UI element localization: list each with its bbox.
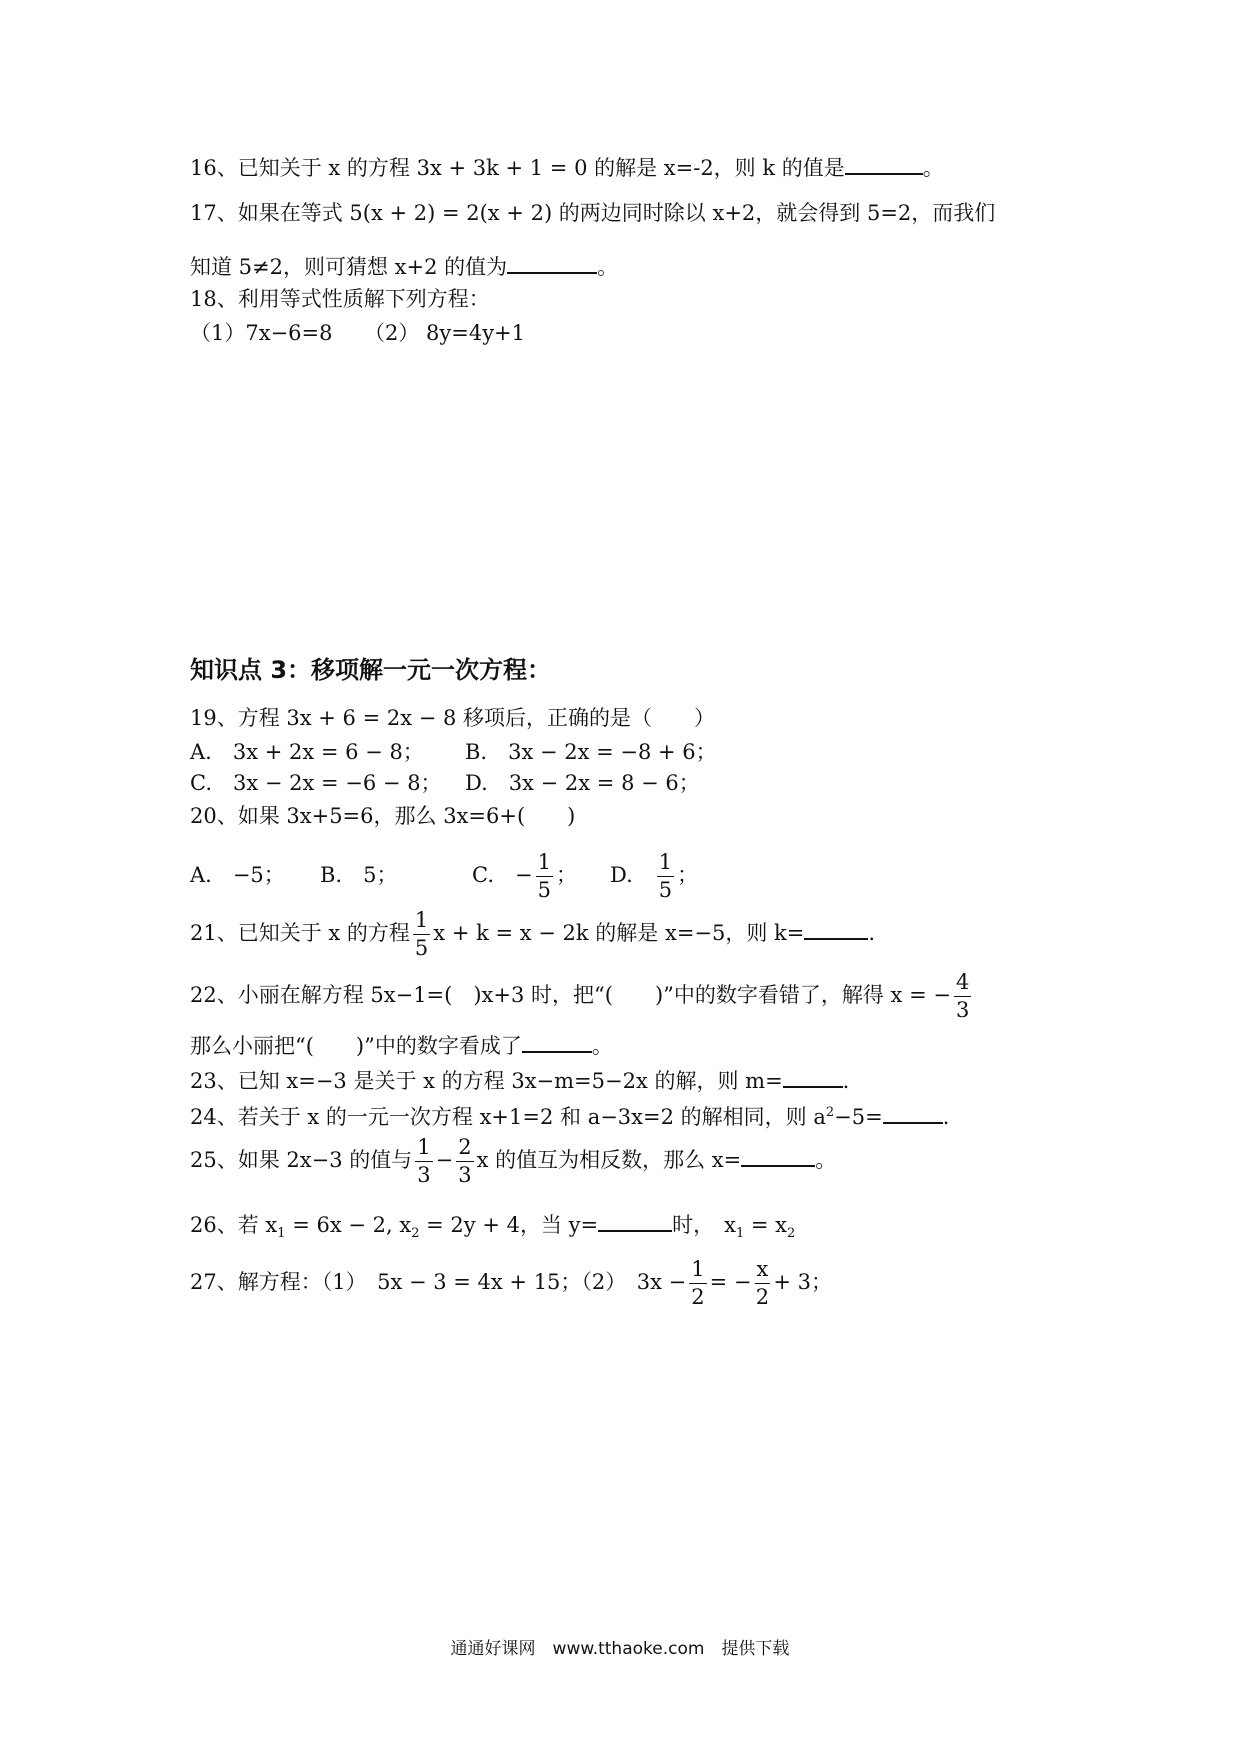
question-18-line1: 18、利用等式性质解下列方程： xyxy=(190,287,490,311)
answer-blank xyxy=(883,1100,943,1124)
question-17-line2: 知道 5≠2，则可猜想 x+2 的值为 。 xyxy=(190,250,618,282)
question-25: 25、如果 2x−3 的值与 $\frac{1}{3}$ − $\frac{2}{3}$ x 的值互为相反数，那么 x= 。 xyxy=(190,1135,837,1187)
answer-blank xyxy=(804,916,868,940)
question-27: 27、解方程：（1） 5x − 3 = 4x + 15；（2） 3x − $\frac{1}{2}$ = − $\frac{x}{2}$ + 3； xyxy=(190,1257,832,1309)
question-23: 23、已知 x=−3 是关于 x 的方程 3x−m=5−2x 的解，则 m= . xyxy=(190,1064,849,1096)
q19-options-row2 xyxy=(190,768,700,798)
question-17-line1: 17、如果在等式 5(x + 2) = 2(x + 2) 的两边同时除以 x+2，就会得到 5=2，而我们 xyxy=(190,201,996,225)
q20-option-b: B. 5； xyxy=(320,863,398,887)
answer-blank xyxy=(507,250,597,274)
question-18-line2: （1）7x−6=8 （2） 8y=4y+1 xyxy=(190,321,526,345)
section-title: 知识点 3：移项解一元一次方程： xyxy=(190,656,552,684)
answer-blank xyxy=(522,1029,592,1053)
fraction: $\frac{1}{5}$ xyxy=(414,908,429,960)
fraction: $\frac{1}{3}$ xyxy=(417,1135,431,1187)
fraction: $\frac{1}{2}$ xyxy=(691,1257,705,1309)
question-21: 21、已知关于 x 的方程 $\frac{1}{5}$ x + k = x − 2k 的解是 x=−5，则 k= . xyxy=(190,908,876,960)
question-22-line1: 22、小丽在解方程 5x−1=( )x+3 时，把“( )”中的数字看错了，解得 x = − $\frac{4}{3}$ xyxy=(190,970,970,1022)
fraction: $\frac{4}{3}$ xyxy=(955,970,970,1022)
q20-option-a: A. −5； xyxy=(190,863,285,887)
q19-options-row1 xyxy=(190,737,717,767)
answer-blank xyxy=(598,1208,672,1232)
question-16: 16、已知关于 x 的方程 3x + 3k + 1 = 0 的解是 x=-2，则 k 的值是 。 xyxy=(190,151,944,183)
answer-blank xyxy=(845,151,923,175)
fraction: $\frac{2}{3}$ xyxy=(458,1135,472,1187)
fraction: $\frac{1}{5}$ xyxy=(537,850,551,902)
q20-option-c: C. − $\frac{1}{5}$ ； xyxy=(472,850,577,902)
q19-option-a: A. 3x + 2x = 6 − 8； xyxy=(190,740,424,764)
page-footer: 通通好课网 www.tthaoke.com 提供下载 xyxy=(450,1639,790,1659)
answer-blank xyxy=(783,1064,843,1088)
fraction: $\frac{x}{2}$ xyxy=(755,1257,770,1309)
question-19: 19、方程 3x + 6 = 2x − 8 移项后，正确的是（ ） xyxy=(190,706,716,730)
q19-option-b: B. 3x − 2x = −8 + 6； xyxy=(465,740,717,764)
question-24: 24、若关于 x 的一元一次方程 x+1=2 和 a−3x=2 的解相同，则 $a^2-5=$ . xyxy=(190,1098,949,1132)
q19-option-c: C. 3x − 2x = −6 − 8； xyxy=(190,771,442,795)
question-26: 26、若 $x_1 = 6x - 2$, $x_2 = 2y + 4$，当 y= 时， $x_1 = x_2$ xyxy=(190,1208,795,1249)
q19-option-d: D. 3x − 2x = 8 − 6； xyxy=(465,771,700,795)
question-20: 20、如果 3x+5=6，那么 3x=6+( ) xyxy=(190,804,576,828)
question-22-line2: 那么小丽把“( )”中的数字看成了 。 xyxy=(190,1029,613,1061)
answer-blank xyxy=(741,1143,815,1167)
q20-option-d: D. $\frac{1}{5}$ ； xyxy=(610,850,699,902)
fraction: $\frac{1}{5}$ xyxy=(658,850,673,902)
